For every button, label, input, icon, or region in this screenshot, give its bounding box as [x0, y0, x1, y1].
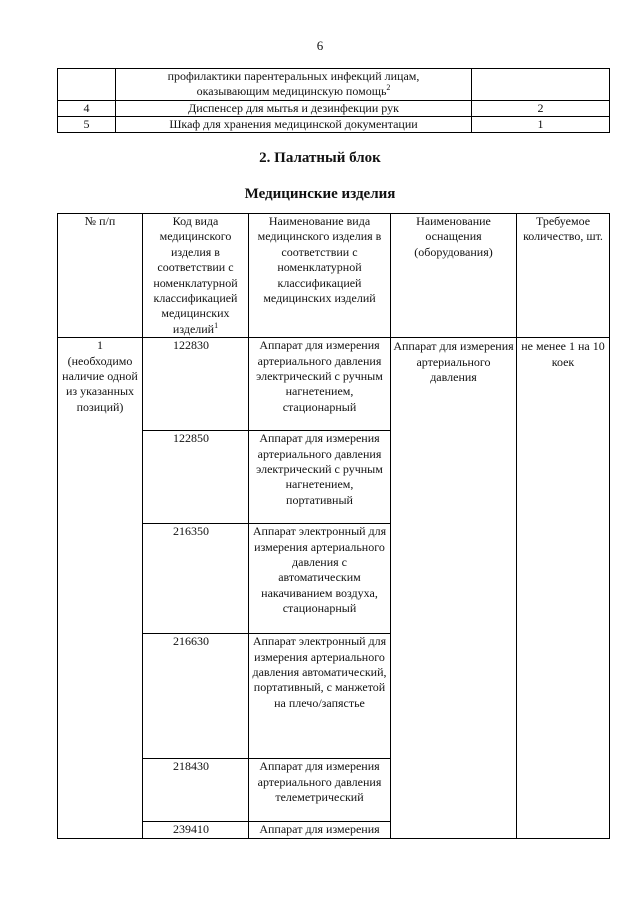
- header-quantity: Требуемое количество, шт.: [517, 214, 610, 338]
- table-row: [58, 117, 610, 133]
- header-device-name: Наименование вида медицинского изделия в соответствии с номенклатурной классификацией медицинских изделий: [249, 214, 391, 338]
- item-name-line1: профилактики парентеральных инфекций лицам,: [167, 69, 420, 83]
- required-quantity: не менее 1 на 10 коек: [517, 338, 610, 838]
- device-name: Аппарат для измерения артериального давления телеметрический: [249, 759, 391, 822]
- device-name: Аппарат для измерения: [249, 822, 391, 838]
- item-name: Шкаф для хранения медицинской документации: [116, 117, 472, 133]
- device-code: 218430: [143, 759, 249, 822]
- device-code: 122850: [143, 431, 249, 524]
- device-name: Аппарат для измерения артериального давления электрический с ручным нагнетением, портативный: [249, 431, 391, 524]
- footnote-mark: 2: [386, 83, 391, 92]
- device-name: Аппарат для измерения артериального давления электрический с ручным нагнетением, стационарный: [249, 338, 391, 431]
- item-quantity: [472, 69, 610, 101]
- device-name: Аппарат электронный для измерения артериального давления автоматический, портативный, с манжетой на плечо/запястье: [249, 634, 391, 759]
- table-row: [58, 69, 610, 101]
- item-name-line2: оказывающим медицинскую помощь: [196, 84, 387, 98]
- item-name: [116, 69, 472, 101]
- row-number: [58, 69, 116, 101]
- table-header-row: [58, 214, 610, 338]
- group-number: 1: [97, 338, 103, 353]
- page-number: 6: [316, 38, 324, 53]
- item-name: Диспенсер для мытья и дезинфекции рук: [116, 101, 472, 117]
- table-row: [58, 101, 610, 117]
- device-name: Аппарат электронный для измерения артериального давления с автоматическим накачиванием воздуха, стационарный: [249, 524, 391, 634]
- section-title: 2. Палатный блок: [259, 150, 381, 166]
- item-quantity: 2: [472, 101, 610, 117]
- item-quantity: 1: [472, 117, 610, 133]
- device-code: 122830: [143, 338, 249, 431]
- subsection-title: Медицинские изделия: [244, 186, 396, 202]
- equipment-name: Аппарат для измерения артериального давления: [391, 338, 517, 838]
- header-equipment-name: Наименование оснащения (оборудования): [391, 214, 517, 338]
- header-number: № п/п: [58, 214, 143, 338]
- group-number-cell: [58, 338, 143, 838]
- group-note: (необходимо наличие одной из указанных позиций): [62, 353, 138, 414]
- device-code: 216630: [143, 634, 249, 759]
- header-code-text: Код вида медицинского изделия в соответствии с номенклатурной классификацией медицинских изделий: [153, 214, 238, 336]
- table-row: [58, 338, 610, 431]
- device-code: 216350: [143, 524, 249, 634]
- medical-devices-table: [57, 213, 610, 839]
- header-code: [143, 214, 249, 338]
- row-number: 5: [58, 117, 116, 133]
- row-number: 4: [58, 101, 116, 117]
- top-equipment-table: [57, 68, 610, 133]
- footnote-mark: 1: [214, 320, 219, 330]
- device-code: 239410: [143, 822, 249, 838]
